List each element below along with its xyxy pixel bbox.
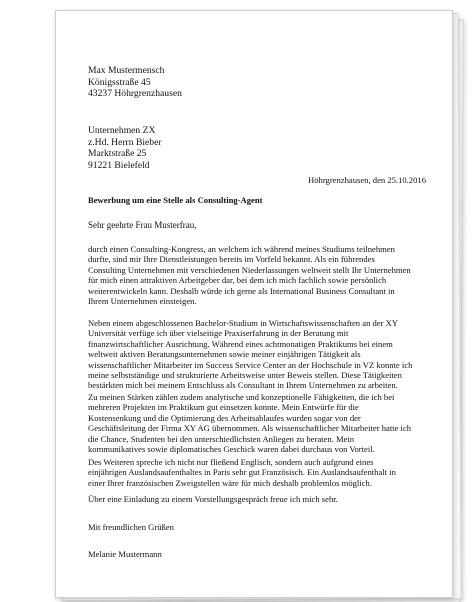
paragraph-line: Kostensenkung und die Optimierung des Arbeitsablaufes wurden sogar von der — [88, 412, 361, 423]
body-paragraph — [88, 244, 426, 306]
paragraph-line: mehreren Projekten im Praktikum gut einsetzen konnte. Mein Entwürfe für die — [88, 402, 359, 413]
recipient-company: Unternehmen ZX — [88, 125, 156, 136]
paragraph-line: einjährigen Auslandsaufenthaltes in Paris sehr gut Französisch. Ein Auslandsaufenthalt in — [88, 467, 396, 478]
sender-address — [88, 65, 426, 100]
paragraph-line: wissenschaftlicher Mitarbeiter im Success Service Center an der Hochschule in VZ konnte ich — [88, 359, 413, 370]
sender-street: Königsstraße 45 — [88, 76, 151, 88]
recipient-attention: z.Hd. Herrn Bieber — [88, 136, 162, 148]
body-paragraph — [88, 457, 426, 488]
sender-name: Max Mustermensch — [88, 65, 165, 76]
paragraph-line: Neben einem abgeschlossenen Bachelor-Studium in Wirtschaftswissenschaften an der XY — [88, 318, 399, 328]
salutation: Sehr geehrte Frau Musterfrau, — [88, 220, 197, 230]
paragraph-line: kommunikatives sowie diplomatisches Geschick waren dabei durchaus von Vorteil. — [88, 444, 375, 455]
closing-sentence: Über eine Einladung zu einem Vorstellungsgespräch freue ich mich sehr. — [88, 494, 338, 504]
letter-page — [55, 10, 453, 598]
paragraph-line: die Chance, Studenten bei den unterschiedlichsten Anliegen zu beraten. Mein — [88, 433, 355, 444]
paragraph-line: durfte, sind mir Ihre Dienstleistungen bereits im Vorfeld bekannt. Als ein führendes — [88, 254, 375, 265]
paragraph-line: Consulting Unternehmen mit verschiedenen Niederlassungen weltweit stellt Ihr Unternehmen — [88, 264, 411, 275]
subject-line: Bewerbung um eine Stelle als Consulting-Agent — [88, 195, 263, 205]
paragraph-line: einer Ihrer französischen Zweigstellen wäre für mich deshalb problemlos möglich. — [88, 477, 372, 488]
closing-greeting: Mit freundlichen Grüßen — [88, 522, 174, 532]
paragraph-line: bestärkten mich bei meinem Entschluss als Consultant in Ihrem Unternehmen zu arbeiten. — [88, 380, 398, 391]
paragraph-line: weiterentwickeln kann. Deshalb würde ich gerne als International Business Consultant in — [88, 285, 395, 296]
date-line: Höhrgrenzhausen, den 25.10.2016 — [308, 175, 426, 185]
paragraph-line: Des Weiteren spreche ich nicht nur fließend Englisch, sondern auch aufgrund eines — [88, 457, 374, 467]
recipient-street: Marktstraße 25 — [88, 148, 147, 160]
paragraph-line: Geschäftsleitung der Firma XY AG übernommen. Als wissenschaftlicher Mitarbeiter hatte ich — [88, 423, 412, 434]
paragraph-line: Zu meinen Stärken zählen zudem analytische und konzeptionelle Fähigkeiten, die ich bei — [88, 392, 395, 402]
paragraph-line: durch einen Consulting-Kongress, an welchem ich während meines Studiums teilnehmen — [88, 244, 395, 254]
paragraph-line: meine selbstständige und strukturierte Arbeitsweise unter Beweis stellen. Diese Tätigkeiten — [88, 370, 402, 381]
recipient-address — [88, 125, 426, 171]
paragraph-line: Universität verfüge ich über vielseitige Praxiserfahrung in der Beratung mit — [88, 328, 349, 339]
paragraph-line: weltweit aktiven Beratungsunternehmen sowie meiner einjährigen Tätigkeit als — [88, 349, 361, 360]
body-paragraph — [88, 392, 426, 454]
paragraph-line: Ihrem Unternehmen einsteigen. — [88, 296, 197, 307]
paragraph-line: finanzwirtschaftlicher Ausrichtung. Während eines achtmonatigen Praktikums bei einem — [88, 338, 393, 349]
recipient-city: 91221 Bielefeld — [88, 159, 150, 171]
signature-name: Melanie Mustermann — [88, 549, 162, 559]
paragraph-line: für mich einen attraktiven Arbeitgeber dar, bei dem ich mich fachlich sowie persönlich — [88, 275, 387, 286]
body-paragraph — [88, 318, 426, 391]
sender-city: 43237 Höhrgrenzhausen — [88, 88, 182, 100]
